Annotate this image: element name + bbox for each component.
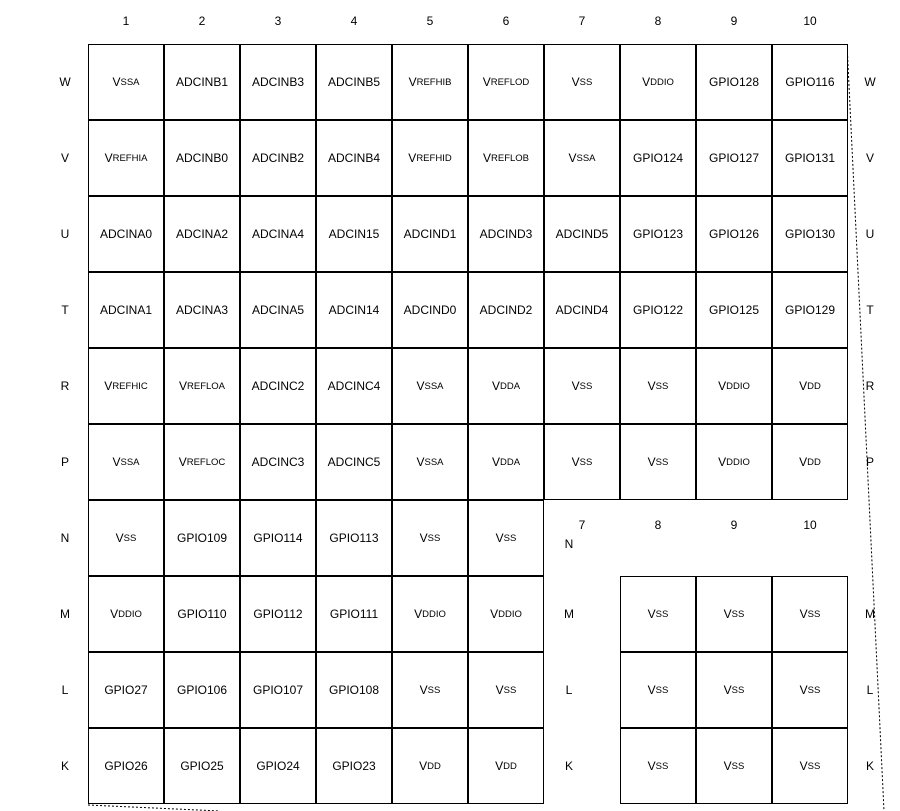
pin-cell-T4: ADCIN14 — [316, 272, 392, 348]
row-label-left-N: N — [60, 531, 70, 545]
row-label-right-L: L — [866, 683, 874, 697]
pin-cell-W1: V SSA — [88, 44, 164, 120]
pin-cell-P10: V DD — [772, 424, 848, 500]
row-label-right-M: M — [865, 607, 875, 621]
pin-cell-M5: V DDIO — [392, 576, 468, 652]
column-header-4: 4 — [350, 14, 358, 28]
pin-cell-M9: V SS — [696, 576, 772, 652]
row-label-left-T: T — [61, 303, 69, 317]
pin-cell-P5: V SSA — [392, 424, 468, 500]
column-header-9: 9 — [730, 14, 738, 28]
pin-cell-U9: GPIO126 — [696, 196, 772, 272]
pin-cell-W4: ADCINB5 — [316, 44, 392, 120]
lower-column-header-9: 9 — [730, 518, 738, 532]
pin-cell-T1: ADCINA1 — [88, 272, 164, 348]
pin-cell-V1: V REFHIA — [88, 120, 164, 196]
pin-cell-V4: ADCINB4 — [316, 120, 392, 196]
pin-cell-U7: ADCIND5 — [544, 196, 620, 272]
pin-cell-U10: GPIO130 — [772, 196, 848, 272]
row-label-right-U: U — [865, 227, 875, 241]
row-label-right-T: T — [866, 303, 874, 317]
pin-cell-M10: V SS — [772, 576, 848, 652]
pin-cell-T2: ADCINA3 — [164, 272, 240, 348]
pin-cell-K10: V SS — [772, 728, 848, 804]
pin-cell-R2: V REFLOA — [164, 348, 240, 424]
pin-cell-P4: ADCINC5 — [316, 424, 392, 500]
pin-cell-W3: ADCINB3 — [240, 44, 316, 120]
pin-cell-L4: GPIO108 — [316, 652, 392, 728]
pin-cell-R4: ADCINC4 — [316, 348, 392, 424]
pin-cell-W2: ADCINB1 — [164, 44, 240, 120]
row-label-left-K: K — [60, 759, 69, 773]
pin-cell-U4: ADCIN15 — [316, 196, 392, 272]
pin-cell-L8: V SS — [620, 652, 696, 728]
row-label-right-P: P — [865, 455, 874, 469]
pin-cell-R10: V DD — [772, 348, 848, 424]
pin-cell-P6: V DDA — [468, 424, 544, 500]
pin-cell-V9: GPIO127 — [696, 120, 772, 196]
pin-cell-U8: GPIO123 — [620, 196, 696, 272]
pin-cell-V10: GPIO131 — [772, 120, 848, 196]
pin-cell-W8: V DDIO — [620, 44, 696, 120]
column-header-2: 2 — [198, 14, 206, 28]
pin-cell-M8: V SS — [620, 576, 696, 652]
pin-cell-M6: V DDIO — [468, 576, 544, 652]
pin-cell-R3: ADCINC2 — [240, 348, 316, 424]
pin-cell-K3: GPIO24 — [240, 728, 316, 804]
pin-cell-L9: V SS — [696, 652, 772, 728]
row-label-left-W: W — [59, 75, 71, 89]
column-header-5: 5 — [426, 14, 434, 28]
column-header-7: 7 — [578, 14, 586, 28]
pin-cell-T7: ADCIND4 — [544, 272, 620, 348]
row-label-left-U: U — [60, 227, 70, 241]
pin-cell-U2: ADCINA2 — [164, 196, 240, 272]
pin-cell-P1: V SSA — [88, 424, 164, 500]
row-label-left-V: V — [60, 151, 69, 165]
pin-cell-T5: ADCIND0 — [392, 272, 468, 348]
pin-cell-P7: V SS — [544, 424, 620, 500]
pin-cell-U6: ADCIND3 — [468, 196, 544, 272]
pin-cell-N2: GPIO109 — [164, 500, 240, 576]
pin-cell-P3: ADCINC3 — [240, 424, 316, 500]
pin-cell-W6: V REFLOD — [468, 44, 544, 120]
pin-cell-L1: GPIO27 — [88, 652, 164, 728]
pin-cell-U5: ADCIND1 — [392, 196, 468, 272]
column-header-3: 3 — [274, 14, 282, 28]
column-header-10: 10 — [803, 14, 817, 28]
pin-cell-N5: V SS — [392, 500, 468, 576]
lower-column-header-10: 10 — [803, 518, 817, 532]
pin-cell-K2: GPIO25 — [164, 728, 240, 804]
pin-cell-L10: V SS — [772, 652, 848, 728]
column-header-1: 1 — [122, 14, 130, 28]
column-header-8: 8 — [654, 14, 662, 28]
pin-cell-R7: V SS — [544, 348, 620, 424]
pin-cell-L5: V SS — [392, 652, 468, 728]
pin-cell-V7: V SSA — [544, 120, 620, 196]
pin-cell-V3: ADCINB2 — [240, 120, 316, 196]
pin-cell-V5: V REFHID — [392, 120, 468, 196]
pin-cell-R1: V REFHIC — [88, 348, 164, 424]
lower-column-header-7: 7 — [578, 518, 586, 532]
pin-cell-N1: V SS — [88, 500, 164, 576]
pin-cell-L2: GPIO106 — [164, 652, 240, 728]
pin-cell-K8: V SS — [620, 728, 696, 804]
pin-cell-U1: ADCINA0 — [88, 196, 164, 272]
pin-cell-T6: ADCIND2 — [468, 272, 544, 348]
inner-row-label-L: L — [565, 683, 573, 697]
pin-cell-M4: GPIO111 — [316, 576, 392, 652]
pin-cell-P2: V REFLOC — [164, 424, 240, 500]
row-label-left-M: M — [60, 607, 70, 621]
pin-cell-M3: GPIO112 — [240, 576, 316, 652]
lower-column-header-8: 8 — [654, 518, 662, 532]
row-label-right-V: V — [865, 151, 874, 165]
inner-row-label-N: N — [564, 537, 574, 551]
pin-cell-W10: GPIO116 — [772, 44, 848, 120]
pin-cell-K1: GPIO26 — [88, 728, 164, 804]
pin-cell-K6: V DD — [468, 728, 544, 804]
row-label-left-L: L — [61, 683, 69, 697]
pin-cell-T9: GPIO125 — [696, 272, 772, 348]
pin-cell-K5: V DD — [392, 728, 468, 804]
pin-cell-W5: V REFHIB — [392, 44, 468, 120]
pin-cell-L3: GPIO107 — [240, 652, 316, 728]
pin-cell-V8: GPIO124 — [620, 120, 696, 196]
pin-cell-T8: GPIO122 — [620, 272, 696, 348]
pin-cell-P8: V SS — [620, 424, 696, 500]
pin-cell-K4: GPIO23 — [316, 728, 392, 804]
row-label-right-R: R — [865, 379, 875, 393]
column-header-6: 6 — [502, 14, 510, 28]
row-label-left-R: R — [60, 379, 70, 393]
pin-cell-R9: V DDIO — [696, 348, 772, 424]
pin-cell-W9: GPIO128 — [696, 44, 772, 120]
pin-cell-R8: V SS — [620, 348, 696, 424]
pin-cell-P9: V DDIO — [696, 424, 772, 500]
row-label-right-K: K — [865, 759, 874, 773]
pin-cell-T10: GPIO129 — [772, 272, 848, 348]
pin-cell-N3: GPIO114 — [240, 500, 316, 576]
row-label-right-W: W — [864, 75, 876, 89]
pin-cell-M2: GPIO110 — [164, 576, 240, 652]
row-label-left-P: P — [60, 455, 69, 469]
pin-cell-L6: V SS — [468, 652, 544, 728]
pin-cell-V2: ADCINB0 — [164, 120, 240, 196]
pin-cell-R5: V SSA — [392, 348, 468, 424]
pin-cell-U3: ADCINA4 — [240, 196, 316, 272]
pin-cell-M1: V DDIO — [88, 576, 164, 652]
pin-cell-K9: V SS — [696, 728, 772, 804]
pin-cell-N6: V SS — [468, 500, 544, 576]
pin-cell-T3: ADCINA5 — [240, 272, 316, 348]
pin-cell-V6: V REFLOB — [468, 120, 544, 196]
pin-cell-W7: V SS — [544, 44, 620, 120]
pin-cell-R6: V DDA — [468, 348, 544, 424]
pin-cell-N4: GPIO113 — [316, 500, 392, 576]
inner-row-label-K: K — [564, 759, 573, 773]
inner-row-label-M: M — [564, 607, 574, 621]
